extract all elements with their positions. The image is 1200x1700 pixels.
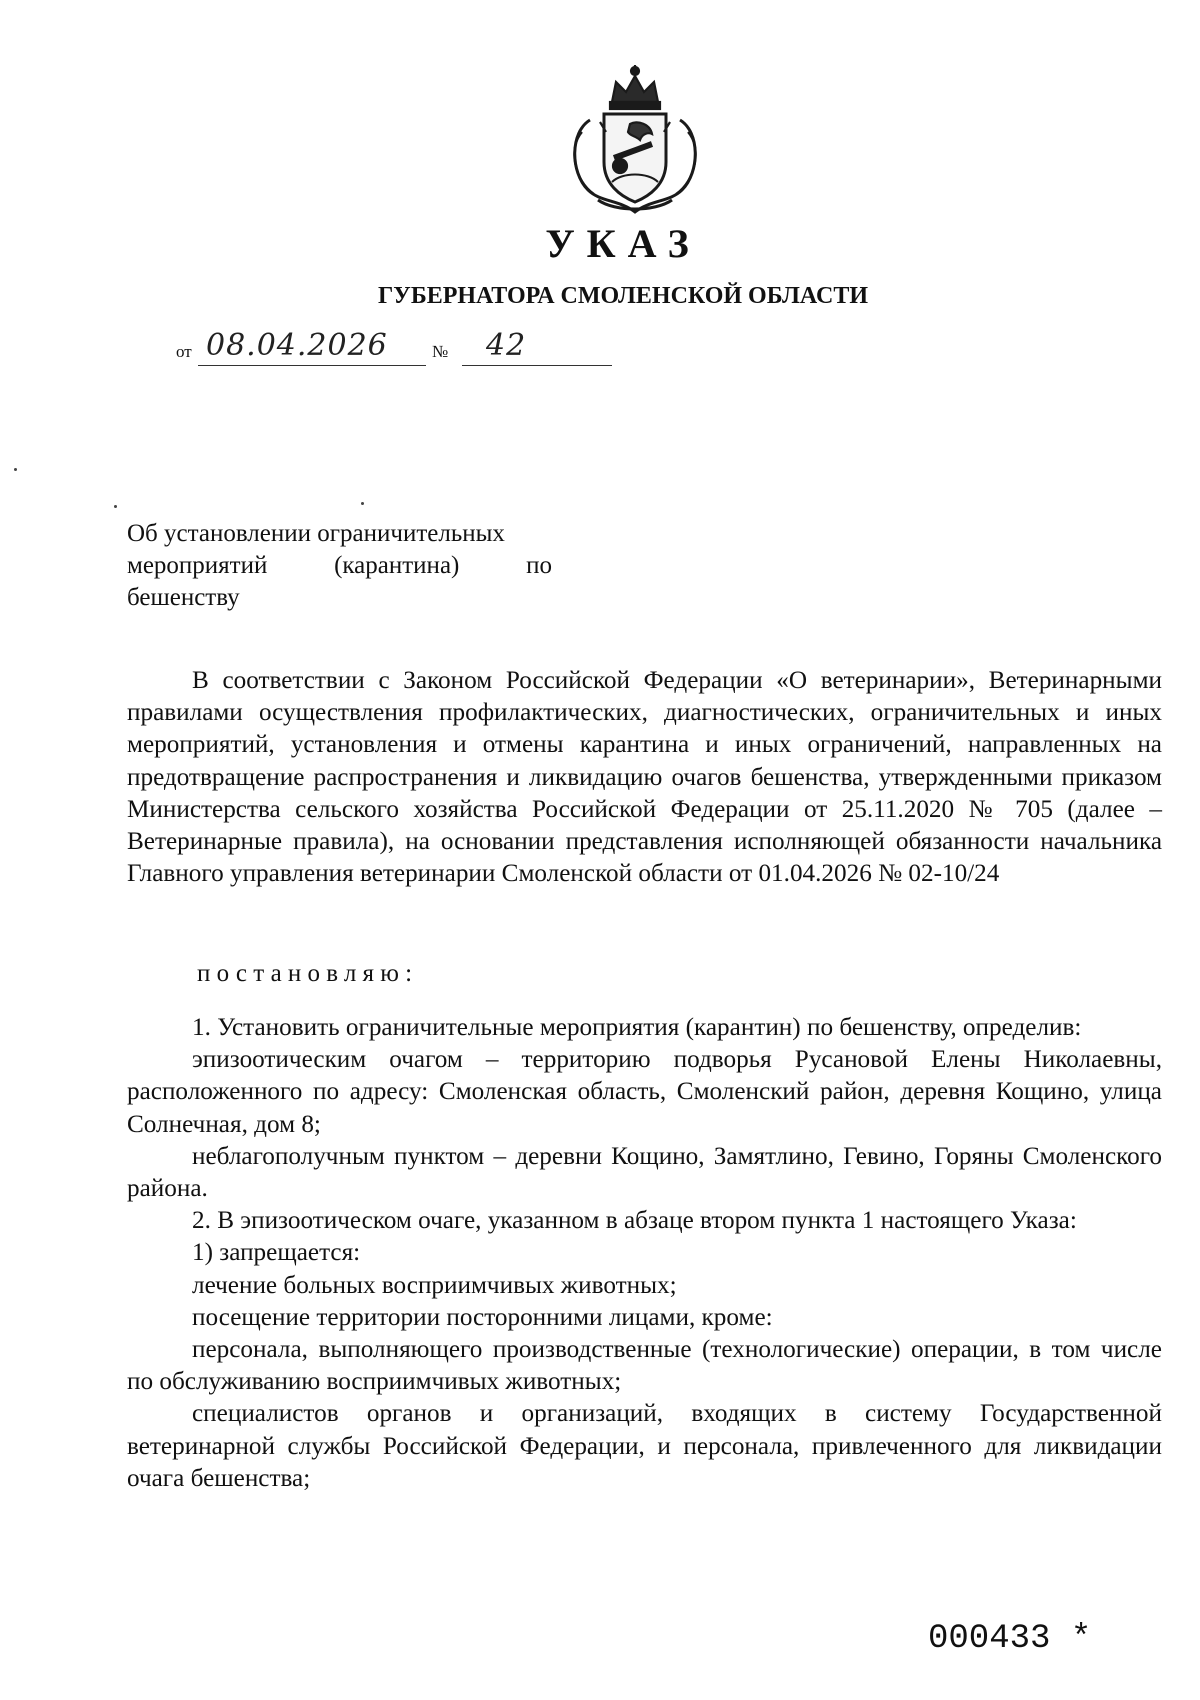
number-underline bbox=[462, 365, 612, 366]
paragraph: эпизоотическим очагом – территорию подворья Русановой Елены Николаевны, расположенного по адресу: Смоленская область, Смоленский район, деревня Кощино, улица Солнечная, дом 8; bbox=[127, 1046, 1162, 1138]
preamble-block bbox=[127, 665, 1162, 890]
scan-speck bbox=[14, 468, 17, 471]
preamble-paragraph: В соответствии с Законом Российской Федерации «О ветеринарии», Ветеринарными правилами осуществления профилактических, диагностических, ограничительных и иных мероприятий, установления и отмены карантина и иных ограничений, направленных на предотвращение распространения и ликвидацию очагов бешенства, утвержденными приказом Министерства сельского хозяйства Российской Федерации от 25.11.2020 № 705 (далее – Ветеринарные правила), на основании представления исполняющей обязанности начальника Главного управления ветеринарии Смоленской области от 01.04.2026 № 02-10/24 bbox=[127, 667, 1162, 888]
document-heading bbox=[127, 518, 552, 614]
scan-speck bbox=[114, 505, 117, 508]
number-prefix: № bbox=[432, 342, 449, 361]
paragraph: посещение территории посторонними лицами, кроме: bbox=[192, 1303, 773, 1331]
paragraph: персонала, выполняющего производственные (технологические) операции, в том числе по обслуживанию восприимчивых животных; bbox=[127, 1336, 1162, 1396]
date-prefix: от bbox=[176, 342, 192, 361]
decree-word: постановляю: bbox=[197, 960, 419, 987]
handwritten-date: 08.04.2026 bbox=[206, 328, 388, 363]
heading-line bbox=[127, 550, 552, 582]
heading-word: мероприятий bbox=[127, 552, 268, 579]
heading-word: (карантина) bbox=[334, 552, 460, 579]
paragraph: 2. В эпизоотическом очаге, указанном в абзаце втором пункта 1 настоящего Указа: bbox=[192, 1207, 1077, 1235]
paragraph: 1) запрещается: bbox=[192, 1239, 361, 1267]
paragraph: лечение больных восприимчивых животных; bbox=[192, 1271, 677, 1299]
date-underline bbox=[198, 365, 426, 366]
scan-speck bbox=[361, 502, 364, 505]
serial-number: 000433 * bbox=[928, 1620, 1092, 1658]
heading-word: по bbox=[526, 552, 552, 579]
decree-body bbox=[127, 1012, 1162, 1495]
document-subtitle: ГУБЕРНАТОРА СМОЛЕНСКОЙ ОБЛАСТИ bbox=[377, 283, 869, 309]
document-title: УКАЗ bbox=[545, 221, 701, 266]
heading-line: Об установлении ограничительных bbox=[127, 520, 505, 547]
handwritten-number: 42 bbox=[486, 328, 527, 363]
paragraph: специалистов органов и организаций, входящих в систему Государственной ветеринарной службы Российской Федерации, и персонала, привлеченного для ликвидации очага бешенства; bbox=[127, 1400, 1162, 1492]
heading-line: бешенству bbox=[127, 584, 240, 611]
paragraph: неблагополучным пунктом – деревни Кощино, Замятлино, Гевино, Горяны Смоленского района. bbox=[127, 1142, 1162, 1203]
coat-of-arms-emblem bbox=[560, 62, 710, 214]
paragraph: 1. Установить ограничительные мероприятия (карантин) по бешенству, определив: bbox=[192, 1014, 1082, 1041]
date-number-line bbox=[176, 328, 616, 368]
